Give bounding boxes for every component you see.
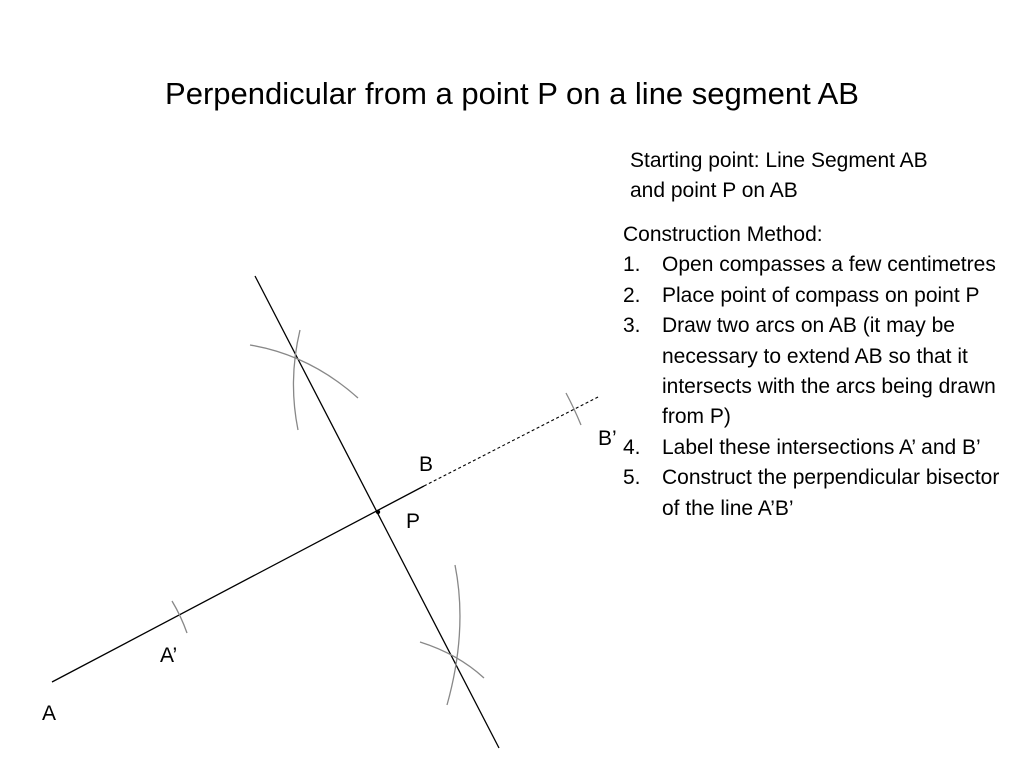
label-a-prime: A’ <box>160 644 178 667</box>
arc-lower-2 <box>420 642 484 678</box>
label-b-prime: B’ <box>598 427 617 450</box>
arc-upper-2 <box>293 330 300 430</box>
step-number: 4. <box>623 435 641 459</box>
label-p: P <box>406 510 421 533</box>
step-text: Label these intersections A’ and B’ <box>662 435 981 459</box>
starting-point-line-2: and point P on AB <box>630 179 798 202</box>
step-text: Draw two arcs on AB (it may be necessary to extend AB so that it intersects with the arcs being drawn from P) <box>662 314 996 429</box>
label-a: A <box>42 702 57 725</box>
label-b: B <box>419 453 434 476</box>
construction-method-heading: Construction Method: <box>623 223 823 246</box>
step-number: 5. <box>623 466 641 490</box>
page-title: Perpendicular from a point P on a line segment AB <box>165 76 859 111</box>
step-number: 1. <box>623 253 641 277</box>
segment-ab <box>52 486 424 682</box>
step-text: Construct the perpendicular bisector of the line A’B’ <box>662 466 1000 520</box>
starting-point-line-1: Starting point: Line Segment AB <box>630 149 928 172</box>
step-number: 2. <box>623 283 641 307</box>
step-text: Open compasses a few centimetres <box>662 253 996 277</box>
point-p <box>376 510 380 514</box>
arc-lower-1 <box>447 565 460 705</box>
step-number: 3. <box>623 314 641 338</box>
step-text: Place point of compass on point P <box>662 283 980 307</box>
arc-b-prime <box>566 393 581 425</box>
